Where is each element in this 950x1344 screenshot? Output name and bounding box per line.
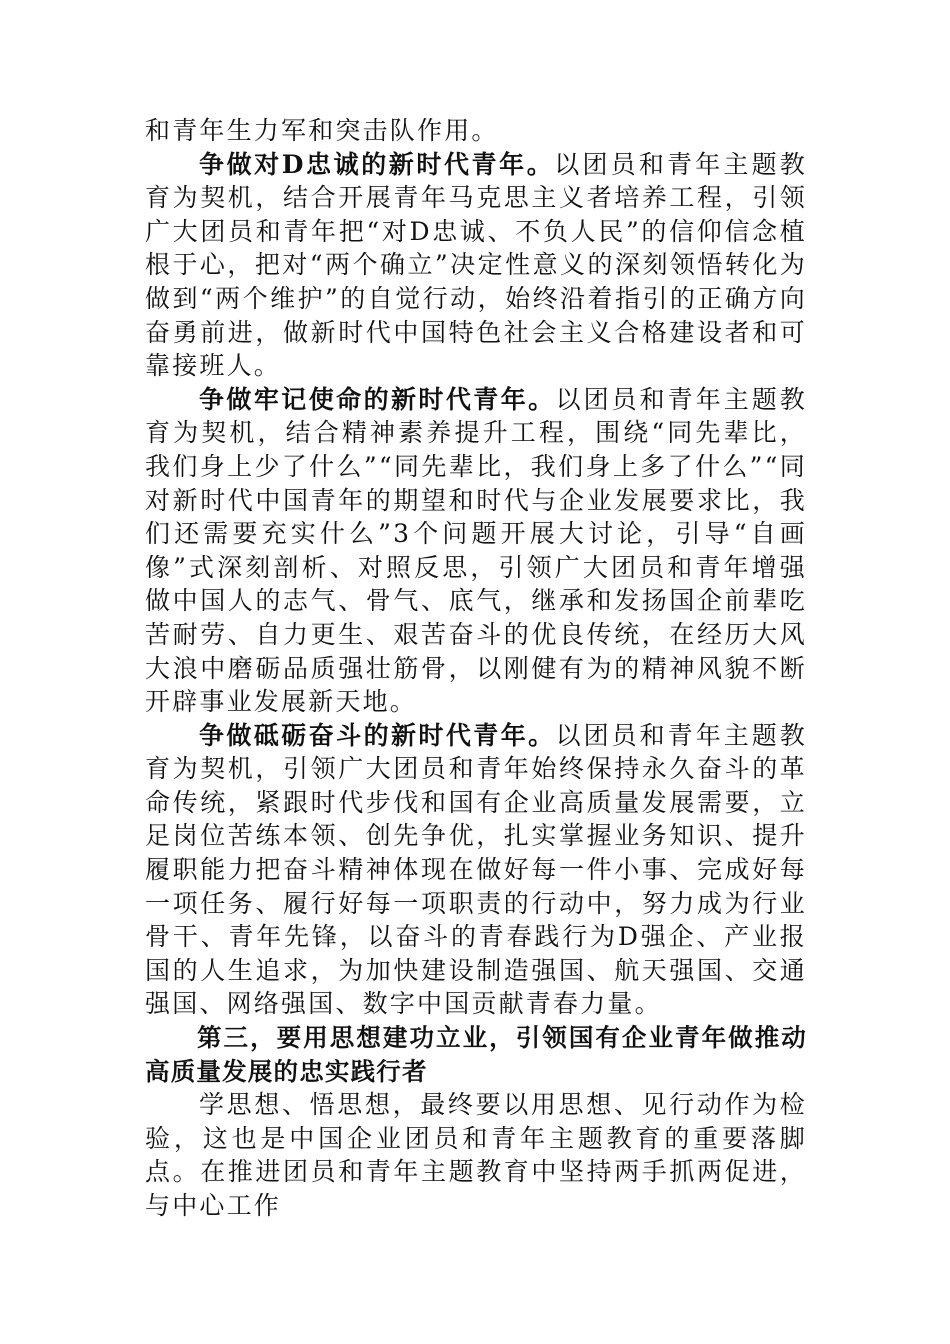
paragraph-continuation (145, 114, 807, 148)
paragraph-lead: 争做牢记使命的新时代青年。 (199, 384, 556, 414)
section-heading (145, 1021, 807, 1088)
paragraph-loyalty (145, 148, 807, 383)
paragraph-text: 以团员和青年主题教育为契机，结合精神素养提升工程，围绕“同先辈比，我们身上少了什么”“同先辈比，我们身上多了什么”“同对新时代中国青年的期望和时代与企业发展要求比，我们还需要充实什么”3个问题开展大讨论，引导“自画像”式深刻剖析、对照反思，引领广大团员和青年增强做中国人的志气、骨气、底气，继承和发扬国企前辈吃苦耐劳、自力更生、艰苦奋斗的优良传统，在经历大风大浪中磨砺品质强壮筋骨，以刚健有为的精神风貌不断开辟事业发展新天地。 (145, 384, 807, 717)
document-body (145, 114, 807, 1223)
paragraph-striving (145, 719, 807, 1021)
section-heading-text: 第三，要用思想建功立业，引领国有企业青年做推动高质量发展的忠实践行者 (145, 1023, 807, 1086)
paragraph-text: 和青年生力军和突击队作用。 (145, 116, 499, 145)
paragraph-text: 学思想、悟思想，最终要以用思想、见行动作为检验，这也是中国企业团员和青年主题教育的重要落脚点。在推进团员和青年主题教育中坚持两手抓两促进，与中心工作 (145, 1090, 807, 1220)
paragraph-text: 以团员和青年主题教育为契机，结合开展青年马克思主义者培养工程，引领广大团员和青年把“对D忠诚、不负人民”的信仰信念植根于心，把对“两个确立”决定性意义的深刻领悟转化为做到“两个维护”的自觉行动，始终沿着指引的正确方向奋勇前进，做新时代中国特色社会主义合格建设者和可靠接班人。 (145, 149, 807, 381)
paragraph-lead: 争做砥砺奋斗的新时代青年。 (199, 720, 556, 750)
paragraph-lead: 争做对D忠诚的新时代青年。 (199, 149, 555, 179)
paragraph-mission (145, 383, 807, 719)
paragraph-practice (145, 1088, 807, 1222)
paragraph-text: 以团员和青年主题教育为契机，引领广大团员和青年始终保持永久奋斗的革命传统，紧跟时代步伐和国有企业高质量发展需要，立足岗位苦练本领、创先争优，扎实掌握业务知识、提升履职能力把奋斗精神体现在做好每一件小事、完成好每一项任务、履行好每一项职责的行动中，努力成为行业骨干、青年先锋，以奋斗的青春践行为D强企、产业报国的人生追求，为加快建设制造强国、航天强国、交通强国、网络强国、数字中国贡献青春力量。 (145, 720, 807, 1019)
